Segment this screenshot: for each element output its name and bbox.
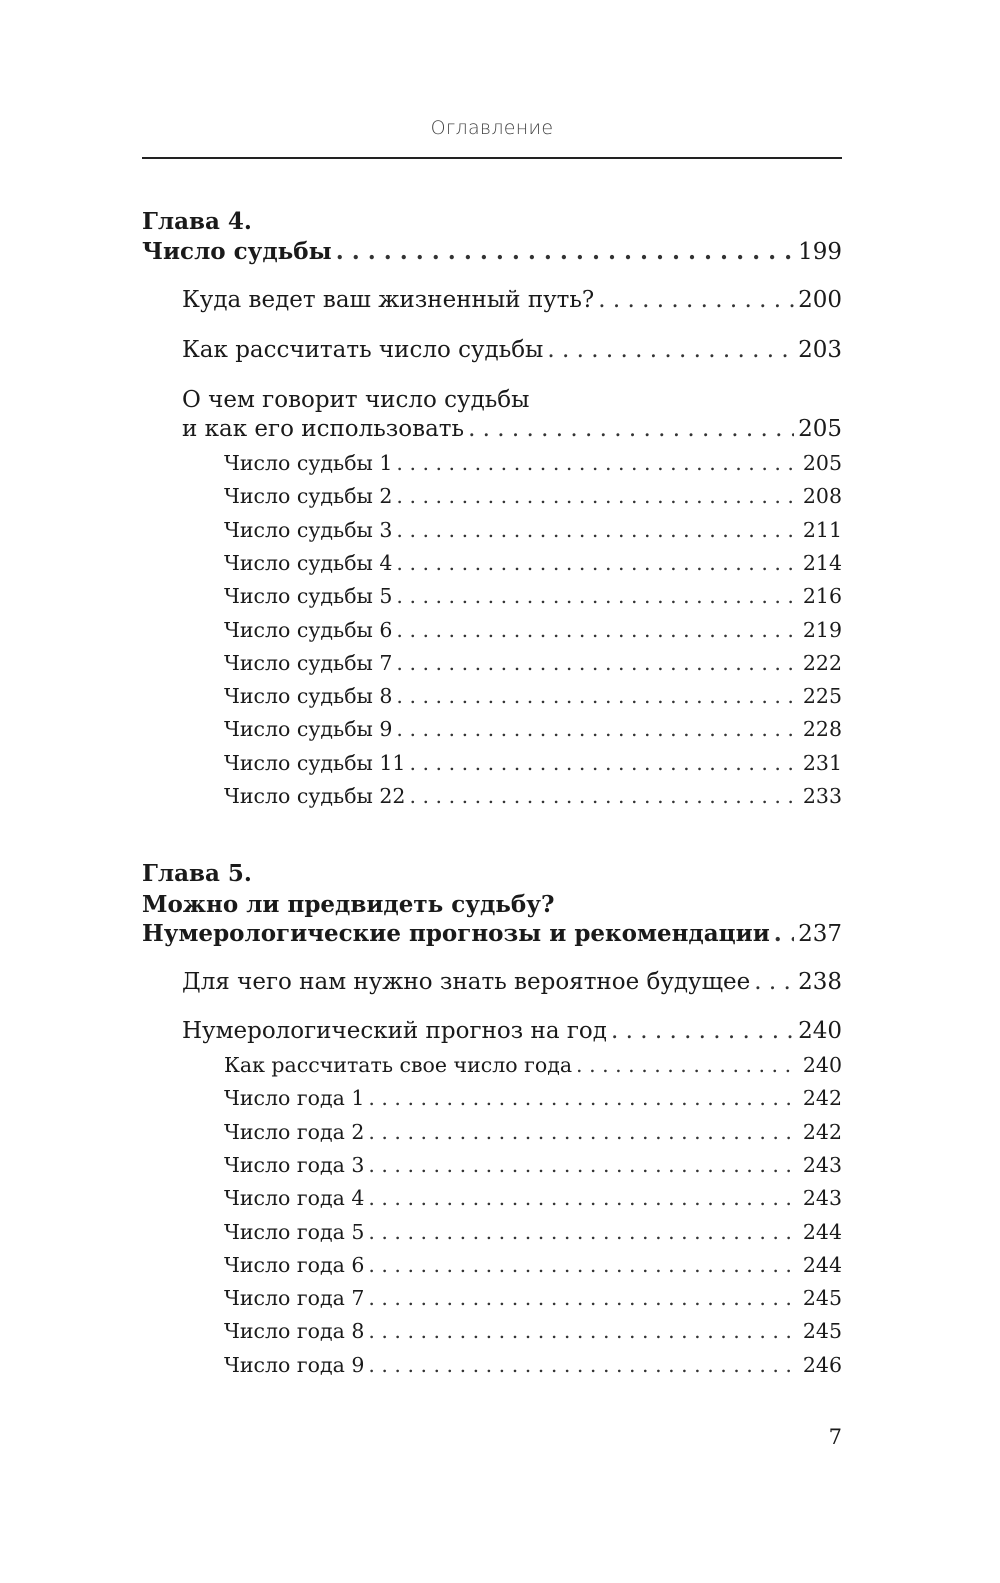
page-ref: 216: [802, 584, 842, 609]
page-ref: 222: [802, 650, 842, 675]
dot-leader: [396, 484, 798, 508]
page-ref: 240: [802, 1053, 842, 1077]
page-ref: 238: [798, 969, 842, 995]
toc-entry-subsection[interactable]: Число судьбы 11 . . . 231: [142, 751, 842, 775]
dot-leader: [368, 1120, 799, 1144]
toc-entry-section-line1[interactable]: О чем говорит число судьбы: [182, 387, 530, 413]
dot-leader: [368, 1286, 799, 1310]
toc-entry-chapter-5[interactable]: [142, 920, 842, 947]
page-ref: 211: [802, 517, 842, 542]
chapter-5-title-line1: Можно ли предвидеть судьбу?: [142, 891, 555, 918]
toc-entry-subsection[interactable]: Число года 8 . . . 245: [142, 1319, 842, 1343]
dot-leader: [396, 618, 798, 642]
page-ref: 244: [802, 1219, 842, 1244]
dot-leader: [368, 1086, 799, 1110]
page-ref: 205: [802, 451, 842, 475]
toc-entry-subsection[interactable]: Число судьбы 5 . . . 216: [142, 584, 842, 608]
page-ref: 246: [802, 1352, 842, 1377]
toc-entry-subsection[interactable]: Число судьбы 4 . . . 214: [142, 551, 842, 575]
toc-entry-subsection[interactable]: Число года 1 . . . 242: [142, 1086, 842, 1110]
dot-leader: [396, 651, 798, 675]
dot-leader: [774, 920, 794, 947]
chapter-4-title: Число судьбы: [142, 238, 332, 265]
chapter-5-label: Глава 5.: [142, 860, 252, 887]
page-ref: 242: [802, 1086, 842, 1111]
toc-entry-subsection[interactable]: Число года 2 . . . 242: [142, 1120, 842, 1144]
toc-entry-section[interactable]: и как его использовать . . . 205: [142, 416, 842, 442]
dot-leader: [396, 518, 798, 542]
toc-entry-subsection[interactable]: Число года 9 . . . 246: [142, 1353, 842, 1377]
toc-entry-section[interactable]: Для чего нам нужно знать вероятное будущее . . . 238: [142, 969, 842, 995]
dot-leader: [368, 1186, 799, 1210]
toc-entry-subsection[interactable]: Число года 7 . . . 245: [142, 1286, 842, 1310]
toc-entry-subsection[interactable]: Число года 6 . . . 244: [142, 1253, 842, 1277]
toc-entry-subsection[interactable]: Число судьбы 8 . . . 225: [142, 684, 842, 708]
dot-leader: [468, 416, 794, 442]
running-head: Оглавление: [430, 117, 554, 139]
dot-leader: [396, 717, 798, 741]
toc-entry-section[interactable]: Нумерологический прогноз на год . . . 240: [142, 1018, 842, 1044]
toc-entry-subsection[interactable]: Число судьбы 7 . . . 222: [142, 651, 842, 675]
page-ref: 243: [802, 1186, 842, 1211]
toc-entry-subsection[interactable]: Число судьбы 3 . . . 211: [142, 518, 842, 542]
dot-leader: [368, 1253, 799, 1277]
chapter-5-title: Нумерологические прогнозы и рекомендации: [142, 920, 770, 947]
page-number: 7: [828, 1425, 842, 1449]
toc-entry-subsection[interactable]: Число судьбы 6 . . . 219: [142, 618, 842, 642]
page-ref: 208: [802, 484, 842, 509]
page-ref: 231: [802, 750, 842, 775]
page-ref: 228: [802, 717, 842, 742]
page-ref: 205: [798, 416, 842, 442]
page-ref: 200: [798, 287, 842, 313]
dot-leader: [336, 238, 794, 265]
dot-leader: [396, 551, 798, 575]
page-ref: 245: [802, 1286, 842, 1311]
toc-entry-section[interactable]: Куда ведет ваш жизненный путь? . . . 200: [142, 287, 842, 313]
toc-entry-subsection[interactable]: Число судьбы 1 . . . 205: [142, 451, 842, 475]
page-ref: 237: [798, 921, 842, 947]
header-rule: [142, 157, 842, 159]
page-ref: 242: [802, 1119, 842, 1144]
dot-leader: [547, 337, 794, 363]
page-ref: 203: [798, 337, 842, 363]
page-ref: 243: [802, 1152, 842, 1177]
toc-entry-subsection[interactable]: Число года 4 . . . 243: [142, 1186, 842, 1210]
toc-entry-subsection[interactable]: Как рассчитать свое число года . . . 240: [142, 1053, 842, 1077]
toc-entry-subsection[interactable]: Число года 5 . . . 244: [142, 1220, 842, 1244]
dot-leader: [396, 684, 798, 708]
page-ref: 219: [802, 617, 842, 642]
dot-leader: [368, 1220, 799, 1244]
dot-leader: [576, 1053, 799, 1077]
dot-leader: [598, 287, 794, 313]
dot-leader: [368, 1153, 799, 1177]
toc-entry-section[interactable]: Как рассчитать число судьбы . . . 203: [142, 337, 842, 363]
dot-leader: [368, 1353, 799, 1377]
dot-leader: [396, 584, 798, 608]
dot-leader: [754, 969, 794, 995]
dot-leader: [368, 1319, 799, 1343]
dot-leader: [611, 1018, 794, 1044]
toc-entry-subsection[interactable]: Число года 3 . . . 243: [142, 1153, 842, 1177]
toc-entry-subsection[interactable]: Число судьбы 22 . . . 233: [142, 784, 842, 808]
page-ref: 225: [802, 684, 842, 709]
page-ref: 244: [802, 1252, 842, 1277]
page-ref: 214: [802, 550, 842, 575]
page-ref: 199: [798, 239, 842, 265]
page-ref: 245: [802, 1319, 842, 1344]
toc-entry-chapter-4[interactable]: [142, 238, 842, 265]
dot-leader: [396, 451, 798, 475]
dot-leader: [409, 784, 798, 808]
page-ref: 240: [798, 1018, 842, 1044]
page-ref: 233: [802, 784, 842, 808]
dot-leader: [409, 751, 798, 775]
toc-entry-subsection[interactable]: Число судьбы 2 . . . 208: [142, 484, 842, 508]
toc-entry-subsection[interactable]: Число судьбы 9 . . . 228: [142, 717, 842, 741]
chapter-4-label: Глава 4.: [142, 208, 252, 235]
